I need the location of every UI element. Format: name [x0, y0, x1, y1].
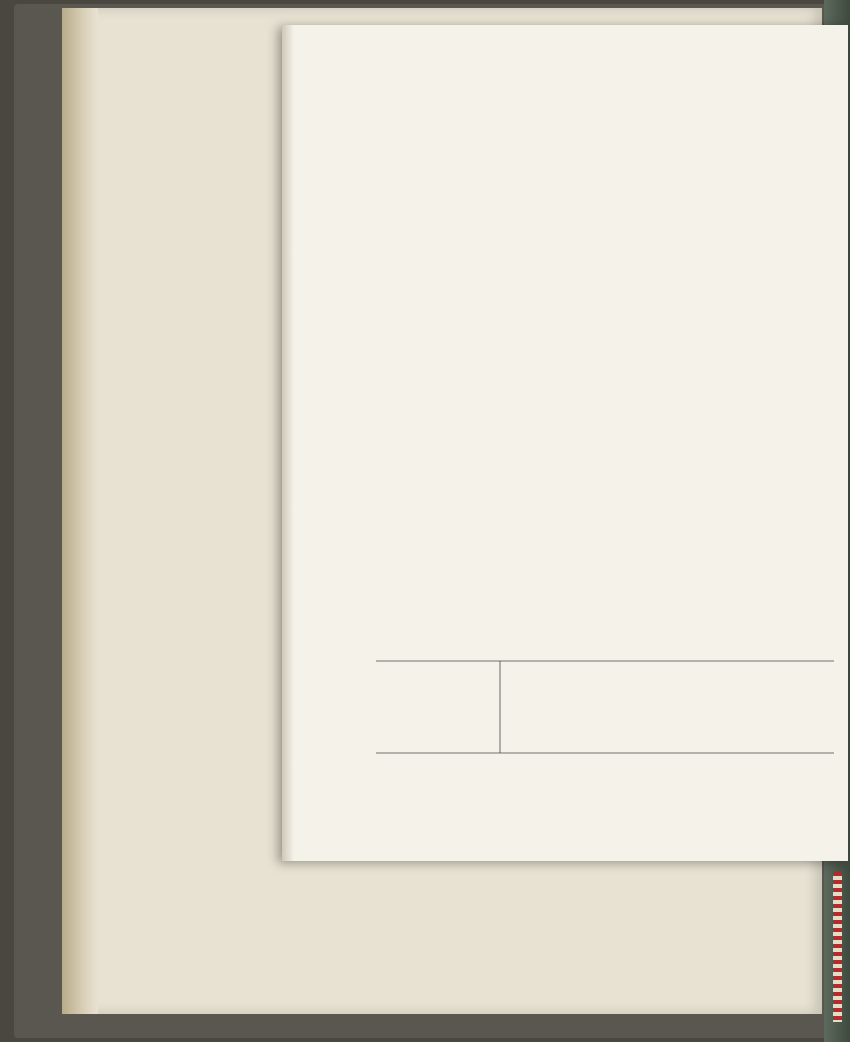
figure-10-graphic	[376, 639, 834, 755]
zonal-communities-figure-10	[376, 639, 834, 755]
bookmark-ribbon	[833, 872, 842, 1022]
page-fold	[282, 25, 294, 861]
inserted-page	[282, 25, 848, 861]
left-column-text	[155, 46, 283, 122]
dendrogram-figure-9	[366, 121, 806, 293]
page-edge	[62, 8, 98, 1014]
